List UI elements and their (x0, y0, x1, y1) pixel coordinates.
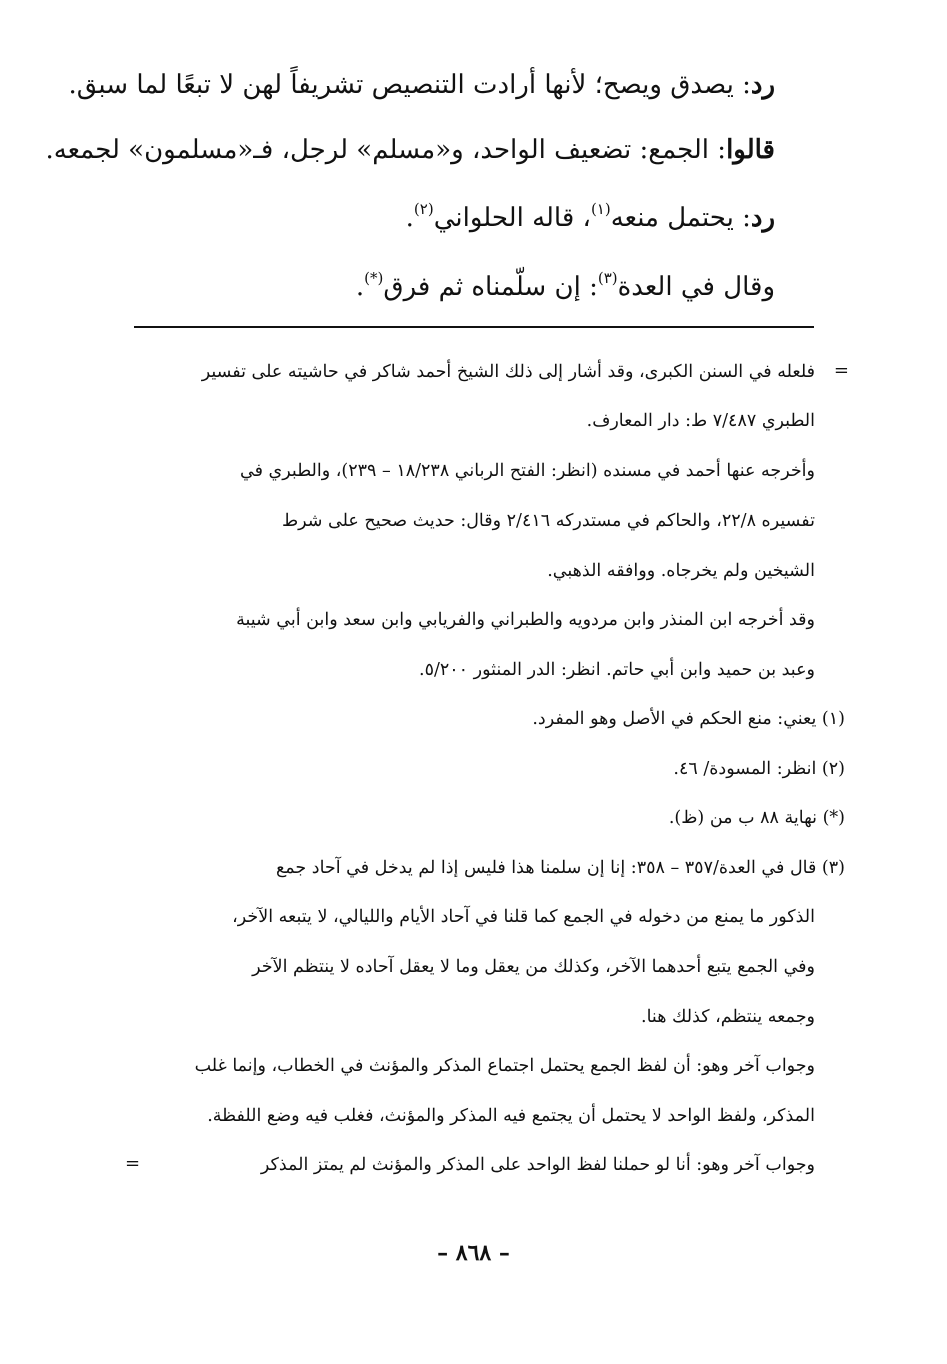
footnote-1: (١) يعني: منع الحكم في الأصل وهو المفرد. (532, 709, 845, 729)
main-line-4 (85, 270, 775, 304)
footnote-separator (134, 326, 814, 328)
continuation-marker: = (833, 360, 849, 381)
reply-label: رد (750, 70, 775, 100)
footnote-continued-line-3: وأخرجه عنها أحمد في مسنده (انظر: الفتح الرباني ١٨/٢٣٨ – ٢٣٩)، والطبري في (240, 461, 815, 481)
page-number: – ٨٦٨ – (437, 1240, 510, 1266)
main-line-3 (85, 201, 775, 235)
main-line-3-text-a: : يحتمل منعه (610, 203, 751, 233)
footnote-3-line-4: وجمعه ينتظم، كذلك هنا. (641, 1007, 815, 1027)
footnote-continued-line-7: وعبد بن حميد وابن أبي حاتم. انظر: الدر المنثور ٥/٢٠٠. (419, 660, 815, 680)
footnote-continued-line-1: فلعله في السنن الكبرى، وقد أشار إلى ذلك الشيخ أحمد شاكر في حاشيته على تفسير (201, 362, 815, 382)
main-line-4-text-a: وقال في العدة (617, 272, 775, 302)
footnote-3-line-7: وجواب آخر وهو: أنا لو حملنا لفظ الواحد على المذكر والمؤنث لم يمتز المذكر (260, 1155, 815, 1175)
qalu-label: قالوا (726, 135, 775, 165)
main-line-4-text-c: . (355, 272, 365, 302)
footnote-star: (*) نهاية ٨٨ ب من (ظ). (668, 808, 845, 828)
main-line-4-text-b: : إن سلّمناه ثم فرق (383, 272, 598, 302)
main-line-2-text: : الجمع: تضعيف الواحد، و«مسلم» لرجل، فـ«مسلمون» لجمعه. (45, 135, 727, 165)
main-line-2 (45, 133, 775, 167)
main-line-3-text-c: . (405, 203, 414, 233)
main-line-3-text-b: ، قاله الحلواني (433, 203, 591, 233)
main-line-1-text: : يصدق ويصح؛ لأنها أرادت التنصيص تشريفاً لهن لا تبعًا لما سبق. (68, 70, 751, 100)
footnote-ref-2[interactable]: (٢) (413, 200, 434, 219)
footnote-continued-line-5: الشيخين ولم يخرجاه. ووافقه الذهبي. (547, 561, 815, 581)
footnote-3-line-6: المذكر، ولفظ الواحد لا يحتمل أن يجتمع فيه المذكر والمؤنث، فغلب فيه وضع اللفظة. (207, 1106, 815, 1126)
footnote-2: (٢) انظر: المسودة/ ٤٦. (673, 759, 845, 779)
footnote-continued-line-6: وقد أخرجه ابن المنذر وابن مردويه والطبراني والفريابي وابن سعد وابن أبي شيبة (236, 610, 815, 630)
footnote-ref-3[interactable]: (٣) (597, 269, 618, 288)
main-line-1 (68, 68, 775, 102)
continues-next-page-marker: = (125, 1153, 141, 1174)
footnote-ref-1[interactable]: (١) (590, 200, 611, 219)
footnote-ref-star[interactable]: (*) (364, 269, 384, 288)
footnote-continued-line-4: تفسيره ٢٢/٨، والحاكم في مستدركه ٢/٤١٦ وقال: حديث صحيح على شرط (281, 511, 815, 531)
footnote-3-line-3: وفي الجمع يتبع أحدهما الآخر، وكذلك من يعقل وما لا يعقل آحاده لا ينتظم الآخر (252, 957, 815, 977)
footnote-3-line-1: (٣) قال في العدة/٣٥٧ – ٣٥٨: إنا إن سلمنا هذا فليس إذا لم يدخل في آحاد جمع (275, 858, 845, 878)
reply-label: رد (750, 203, 775, 233)
footnote-3-line-2: الذكور ما يمنع من دخوله في الجمع كما قلنا في آحاد الأيام والليالي، لا يتبعه الآخر، (232, 907, 815, 927)
footnote-continued-line-2: الطبري ٧/٤٨٧ ط: دار المعارف. (586, 411, 815, 431)
footnote-3-line-5: وجواب آخر وهو: أن لفظ الجمع يحتمل اجتماع المذكر والمؤنث في الخطاب، وإنما غلب (194, 1056, 815, 1076)
